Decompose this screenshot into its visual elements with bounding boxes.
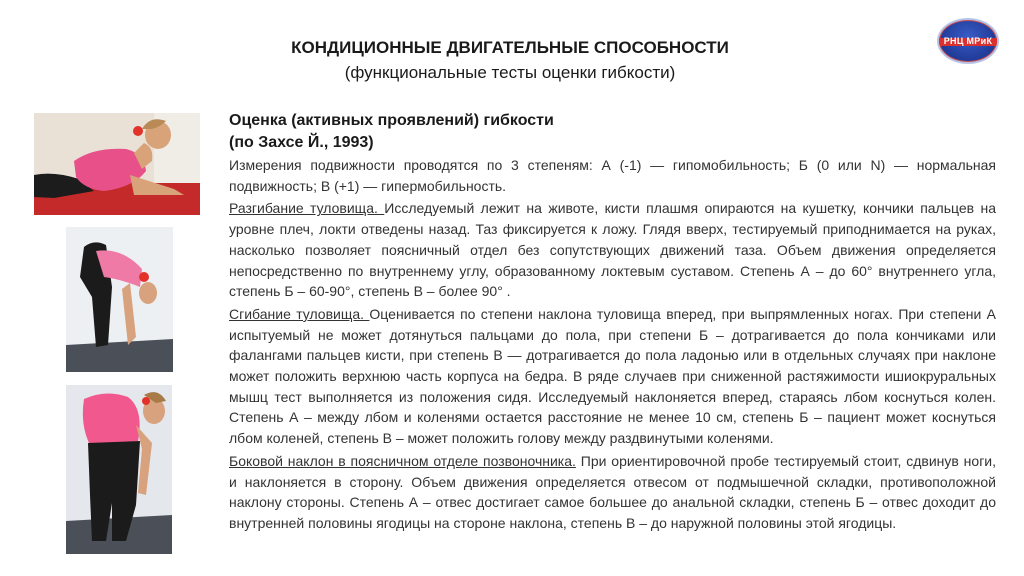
logo-text: РНЦ МРиК [943, 36, 993, 46]
forward-bend-illustration [66, 227, 173, 372]
trunk-extension-text: Исследуемый лежит на животе, кисти плашмя опираются на кушетку, кончики пальцев на уровне плеч, локти отведены назад. Таз фиксируется к ложу. Глядя вверх, тестируемый приподнимается на руках, насколько позволяет поясничный отдел без сопутствующих движений таза. Объем движения определяется непосредственно по внутреннему углу, образованному локтевым суставом. Степень А – до 60° внутреннего угла, степень Б – 60-90°, степень В – более 90° . [229, 200, 997, 300]
content-heading-source: (по Захсе Й., 1993) [229, 134, 374, 151]
forward-bend-photo [66, 227, 173, 372]
lateral-bend-paragraph [229, 451, 996, 534]
trunk-extension-paragraph [229, 198, 996, 302]
prone-trunk-extension-illustration [34, 113, 200, 215]
trunk-flexion-text: Оценивается по степени наклона туловища вперед, при выпрямленных ногах. При степени А испытуемый не может дотянуться пальцами до пола, при степени Б – дотрагивается до пола кончиками или фалангами пальцев кисти, при степень В — дотрагивается до пола ладонью или в отдельных случаях при наклоне может положить верхнюю часть корпуса на бедра. В ряде случаев при сниженной растяжимости ишиокруральных мышц тест выполняется из положения сидя. Исследуемый наклоняется вперед, стараясь лбом коснуться колен. Степень А – между лбом и коленями остается расстояние не менее 10 см, степень Б – пациент может коснуться лбом коленей, степень В – может положить голову между раздвинутыми коленями. [229, 305, 996, 447]
content-heading: Оценка (активных проявлений) гибкости [229, 112, 554, 129]
main-text [229, 110, 996, 536]
intro-paragraph: Измерения подвижности проводятся по 3 степеням: А (-1) — гипомобильность; Б (0 или N) — нормальная подвижность; В (+1) — гипермобильность. [229, 157, 996, 194]
trunk-flexion-title: Сгибание туловища. [229, 305, 370, 322]
trunk-flexion-paragraph [229, 304, 996, 449]
trunk-extension-title: Разгибание туловища. [229, 200, 385, 217]
side-bend-photo [66, 385, 172, 554]
page-subtitle: (функциональные тесты оценки гибкости) [344, 63, 676, 82]
lateral-bend-text: При ориентировочной пробе тестируемый стоит, сдвинув ноги, и наклоняется в сторону. Объем движения определяется отвесом от подмышечной складки, противоположной наклону стороны. Степень А – отвес достигает самое большее до анальной складки, степень Б – отвес доходит до внутренней половины ягодицы на стороне наклона, степень В – до наружной половины этой ягодицы. [229, 452, 997, 531]
organization-logo [937, 18, 999, 64]
lateral-bend-title: Боковой наклон в поясничном отделе позвоночника. [229, 452, 576, 469]
side-bend-illustration [66, 385, 172, 554]
page-title: КОНДИЦИОННЫЕ ДВИГАТЕЛЬНЫЕ СПОСОБНОСТИ [291, 38, 729, 57]
prone-trunk-extension-photo [34, 113, 200, 215]
